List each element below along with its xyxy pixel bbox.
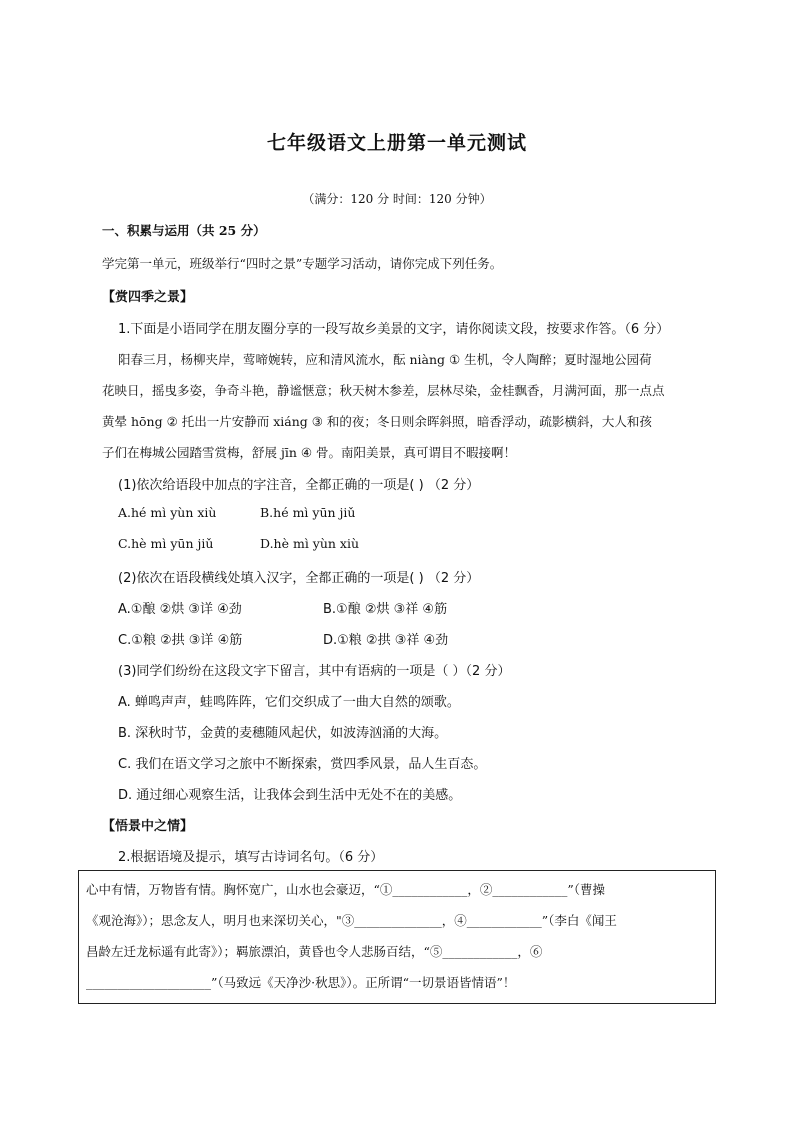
passage-line-3: 黄晕 hōng ② 托出一片安静而 xiáng ③ 和的夜；冬日则余晖斜照，暗香浮动，疏影横斜，大人和孩 xyxy=(102,414,652,429)
sub-question-1-stem: (1)依次给语段中加点的字注音，全都正确的一项是( ) （2 分） xyxy=(118,478,480,493)
option-2c: C.①粮 ②拱 ③详 ④筋 xyxy=(118,633,243,648)
box-line-4: ____________________”（马致远《天净沙·秋思》）。正所谓“一切景语皆情语”！ xyxy=(86,975,516,990)
option-2b: B.①酿 ②烘 ③祥 ④筋 xyxy=(323,602,448,617)
section-heading: 一、积累与运用（共 25 分） xyxy=(102,223,266,238)
option-3c: C. 我们在语文学习之旅中不断探索，赏四季风景，品人生百态。 xyxy=(118,757,487,772)
passage-line-1: 阳春三月，杨柳夹岸，莺啼婉转，应和清风流水，酝 niàng ① 生机，令人陶醉；夏时湿地公园荷 xyxy=(118,352,652,367)
sub-question-2-stem: (2)依次在语段横线处填入汉字，全都正确的一项是( ) （2 分） xyxy=(118,571,480,586)
option-2a: A.①酿 ②烘 ③详 ④劲 xyxy=(118,602,242,617)
question-2-stem: 2.根据语境及提示，填写古诗词名句。（6 分） xyxy=(118,850,384,865)
score-time-line: （满分：120 分 时间：120 分钟） xyxy=(302,192,492,206)
box-line-1: 心中有情，万物皆有情。胸怀宽广，山水也会豪迈，“①____________，②____________”（曹操 xyxy=(86,882,606,897)
option-1a: A.hé mì yùn xiù xyxy=(118,505,217,520)
option-3d: D. 通过细心观察生活，让我体会到生活中无处不在的美感。 xyxy=(118,788,462,803)
box-line-3: 昌龄左迁龙标遥有此寄》）；羁旅漂泊，黄昏也令人悲肠百结，“⑤____________，⑥ xyxy=(86,944,543,959)
passage-line-4: 子们在梅城公园踏雪赏梅，舒展 jīn ④ 骨。南阳美景，真可谓目不暇接啊！ xyxy=(102,445,517,460)
page-title: 七年级语文上册第一单元测试 xyxy=(266,132,527,154)
section-intro: 学完第一单元，班级举行“四时之景”专题学习活动，请你完成下列任务。 xyxy=(102,256,503,271)
option-1d: D.hè mì yùn xiù xyxy=(260,536,360,551)
option-3b: B. 深秋时节，金黄的麦穗随风起伏，如波涛汹涌的大海。 xyxy=(118,726,448,741)
part-heading-feelings: 【悟景中之情】 xyxy=(102,819,194,834)
option-1c: C.hè mì yūn jiǔ xyxy=(118,536,214,551)
sub-question-3-stem: (3)同学们纷纷在这段文字下留言，其中有语病的一项是（ ）（2 分） xyxy=(118,664,511,679)
question-1-stem: 1.下面是小语同学在朋友圈分享的一段写故乡美景的文字，请你阅读文段，按要求作答。（6 分） xyxy=(118,322,670,337)
option-2d: D.①粮 ②拱 ③祥 ④劲 xyxy=(323,633,449,648)
option-1b: B.hé mì yūn jiǔ xyxy=(260,505,356,520)
option-3a: A. 蝉鸣声声，蛙鸣阵阵，它们交织成了一曲大自然的颂歌。 xyxy=(118,695,460,710)
passage-line-2: 花映日，摇曳多姿，争奇斗艳，静谧惬意；秋天树木参差，层林尽染，金桂飘香，月满河面，那一点点 xyxy=(102,383,665,398)
part-heading-seasons: 【赏四季之景】 xyxy=(102,290,194,305)
box-line-2: 《观沧海》）；思念友人，明月也来深切关心，"③______________，④____________”（李白《闻王 xyxy=(86,913,617,928)
